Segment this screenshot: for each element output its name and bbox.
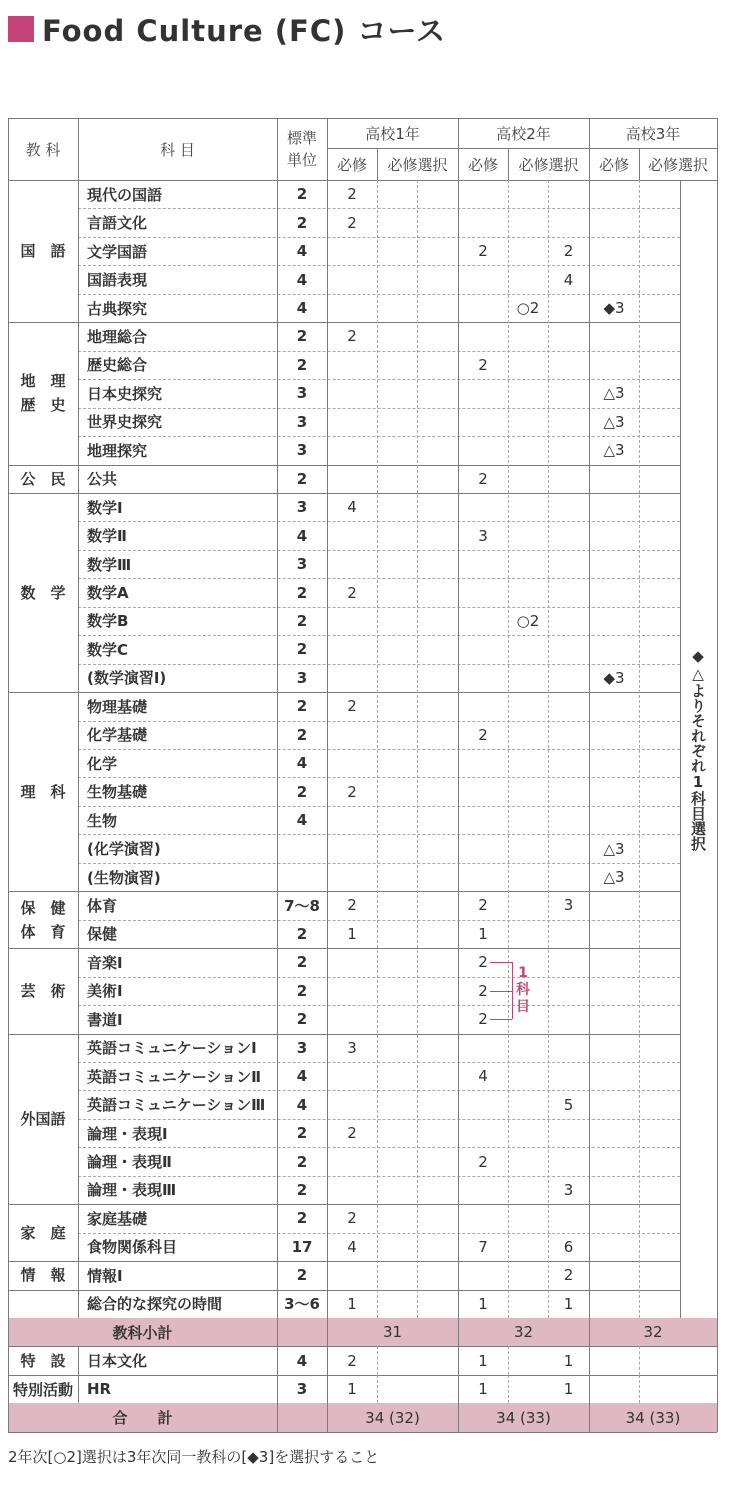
table-right-edge	[717, 118, 718, 1432]
credit-cell: 2	[478, 1010, 488, 1029]
subject-units: 2	[296, 1180, 308, 1199]
column-line	[589, 1403, 590, 1431]
column-line	[327, 1346, 328, 1374]
subject-name: (数学演習Ⅰ)	[87, 669, 167, 688]
column-line	[639, 148, 640, 180]
credit-cell: 1	[478, 924, 488, 943]
credit-cell: 2	[478, 355, 488, 374]
column-line	[639, 1346, 640, 1374]
header-units-line2: 単位	[286, 151, 317, 169]
total-value: 34 (33)	[625, 1408, 681, 1427]
subject-units: 2	[296, 1010, 308, 1029]
column-line	[277, 1318, 278, 1346]
column-line	[639, 180, 640, 1318]
subject-units: 4	[296, 811, 308, 830]
subject-units: 2	[296, 583, 308, 602]
column-line	[277, 1346, 278, 1374]
group-label: 保 健 体 育	[20, 898, 66, 941]
column-line	[589, 1318, 590, 1346]
header-hissyu-sentaku: 必修選択	[387, 155, 448, 174]
credit-cell: △3	[603, 412, 625, 431]
credit-cell: 1	[563, 1294, 574, 1313]
subject-units: 3	[296, 412, 308, 431]
group-label: 情 報	[20, 1266, 66, 1285]
subject-name: 論理・表現Ⅲ	[87, 1181, 177, 1200]
credit-cell: 4	[347, 1237, 357, 1256]
column-line	[458, 1403, 459, 1431]
subject-name: 英語コミュニケーションⅢ	[87, 1096, 266, 1115]
column-line	[78, 118, 79, 180]
special-name: 日本文化	[87, 1352, 148, 1371]
header-hissyu-sentaku: 必修選択	[518, 155, 579, 174]
credit-cell: 2	[347, 185, 357, 204]
subject-name: 数学A	[87, 584, 129, 603]
column-line	[508, 1346, 509, 1374]
column-line	[548, 180, 549, 1318]
subject-name: 物理基礎	[87, 697, 148, 716]
subject-name: 英語コミュニケーションⅠ	[87, 1039, 257, 1058]
column-line	[508, 1375, 509, 1403]
subject-units: 2	[296, 725, 308, 744]
header-year-3: 高校3年	[625, 124, 681, 143]
credit-cell: ◆3	[603, 299, 625, 318]
special-credit: 1	[563, 1380, 574, 1399]
column-line	[277, 118, 278, 180]
table-left-edge	[8, 118, 9, 1432]
credit-cell: 2	[478, 1152, 488, 1171]
credit-cell: △3	[603, 868, 625, 887]
art-bracket-tick	[490, 962, 512, 963]
credit-cell: 2	[347, 327, 357, 346]
credit-cell: 2	[478, 469, 488, 488]
credit-cell: 2	[347, 697, 357, 716]
subject-name: 数学Ⅰ	[87, 498, 123, 517]
column-line	[458, 118, 459, 180]
column-line	[589, 118, 590, 180]
special-credit: 1	[563, 1351, 574, 1370]
subject-units: 4	[296, 242, 308, 261]
subject-name: 論理・表現Ⅱ	[87, 1153, 172, 1172]
special-group: 特別活動	[12, 1380, 73, 1399]
subject-name: 世界史探究	[87, 413, 163, 432]
credit-cell: 2	[478, 725, 488, 744]
column-line	[377, 1346, 378, 1374]
credit-cell: 7	[478, 1237, 488, 1256]
group-label: 芸 術	[20, 981, 66, 1000]
column-line	[377, 1375, 378, 1403]
column-line	[417, 180, 418, 1318]
subject-name: 古典探究	[87, 299, 148, 318]
group-label: 数 学	[20, 583, 66, 602]
footnote: 2年次[○2]選択は3年次同一教科の[◆3]を選択すること	[8, 1448, 380, 1466]
subject-units	[277, 863, 327, 891]
subject-name: 数学C	[87, 640, 129, 659]
column-line	[458, 1318, 459, 1346]
art-bracket	[512, 962, 513, 1019]
subtotal-value: 31	[382, 1323, 403, 1342]
credit-cell: 3	[563, 1180, 574, 1199]
credit-cell: 1	[347, 924, 357, 943]
column-line	[458, 180, 459, 1318]
credit-cell: 2	[347, 1209, 357, 1228]
subject-units: 2	[296, 327, 308, 346]
subtotal-value: 32	[643, 1323, 663, 1342]
subject-name: 地理探究	[87, 441, 148, 460]
credit-cell: 2	[478, 953, 488, 972]
subject-units: 3	[296, 384, 308, 403]
column-line	[327, 1403, 328, 1431]
subject-name: 化学	[87, 754, 118, 773]
credit-cell: 2	[478, 981, 488, 1000]
title-text: Food Culture (FC) コース	[42, 13, 447, 48]
subtotal-value: 32	[513, 1323, 534, 1342]
subject-name: 公共	[87, 470, 118, 489]
subject-units: 2	[296, 953, 308, 972]
subject-units: 2	[296, 611, 308, 630]
column-line	[589, 1375, 590, 1403]
credit-cell: △3	[603, 384, 625, 403]
subject-name: 総合的な探究の時間	[87, 1295, 223, 1314]
subject-name: 言語文化	[87, 214, 148, 233]
total-label: 合 計	[112, 1409, 173, 1428]
header-hissyu: 必修	[336, 155, 367, 174]
subject-units: 4	[296, 270, 308, 289]
subject-units: 2	[296, 1266, 308, 1285]
subject-units: 3〜6	[284, 1295, 320, 1314]
subject-units: 2	[296, 1124, 308, 1143]
credit-cell: 3	[347, 1038, 357, 1057]
header-mid-rule	[327, 148, 717, 149]
column-line	[639, 1375, 640, 1403]
subject-units: 4	[296, 299, 308, 318]
column-line	[78, 1346, 79, 1374]
subject-name: 食物関係科目	[87, 1238, 178, 1257]
credit-cell: 2	[563, 1266, 574, 1285]
credit-cell: △3	[603, 441, 625, 460]
subject-name: 書道Ⅰ	[87, 1010, 123, 1029]
credit-cell: ○2	[516, 299, 540, 318]
header-hissyu-sentaku: 必修選択	[647, 155, 708, 174]
column-line	[277, 1403, 278, 1431]
group-label: 外国語	[20, 1109, 66, 1128]
credit-cell: 2	[347, 896, 357, 915]
credit-cell: ◆3	[603, 668, 625, 687]
column-line	[508, 180, 509, 1318]
subject-units: 2	[296, 1209, 308, 1228]
credit-cell: 2	[347, 782, 357, 801]
column-line	[508, 148, 509, 180]
subject-units: 3	[296, 1038, 308, 1057]
table-bottom-rule	[8, 1432, 717, 1433]
special-credit: 1	[478, 1380, 488, 1399]
subject-units: 2	[296, 185, 308, 204]
credit-cell: 4	[563, 270, 574, 289]
subject-name: 化学基礎	[87, 726, 148, 745]
subject-units: 3	[296, 555, 308, 574]
column-line	[327, 118, 328, 180]
credit-cell: 4	[478, 1067, 488, 1086]
subject-name: (生物演習)	[87, 868, 161, 887]
subject-units: 2	[296, 640, 308, 659]
subject-units: 2	[296, 782, 308, 801]
subject-name: 保健	[87, 925, 118, 944]
column-line	[458, 1346, 459, 1374]
special-units: 4	[296, 1351, 308, 1370]
header-hissyu: 必修	[467, 155, 498, 174]
subject-units: 2	[296, 1152, 308, 1171]
subject-units: 2	[296, 213, 308, 232]
column-line	[327, 180, 328, 1318]
subject-units: 2	[296, 469, 308, 488]
subject-name: 生物	[87, 811, 118, 830]
subject-units: 3	[296, 498, 308, 517]
subject-name: 情報Ⅰ	[87, 1266, 123, 1285]
subject-name: 英語コミュニケーションⅡ	[87, 1067, 261, 1086]
subject-units: 7〜8	[284, 896, 320, 915]
subject-units: 17	[291, 1237, 313, 1256]
credit-cell: ○2	[516, 611, 540, 630]
credit-cell: 1	[347, 1294, 357, 1313]
header-kamoku: 科 目	[160, 140, 195, 159]
subject-units: 4	[296, 1095, 308, 1114]
subject-units: 4	[296, 1067, 308, 1086]
special-credit: 1	[478, 1351, 488, 1370]
total-value: 34 (32)	[365, 1408, 420, 1427]
group-label: 家 庭	[20, 1223, 66, 1242]
subject-name: 美術Ⅰ	[87, 982, 123, 1001]
subject-name: 日本史探究	[87, 384, 163, 403]
column-line	[277, 180, 278, 1318]
credit-cell: 2	[347, 1124, 357, 1143]
column-line	[78, 180, 79, 1318]
subject-name: 生物基礎	[87, 783, 148, 802]
subtotal-label: 教科小計	[112, 1323, 173, 1342]
subject-units: 2	[296, 355, 308, 374]
group-label: 公 民	[20, 469, 66, 488]
total-value: 34 (33)	[496, 1408, 551, 1427]
subject-name: 地理総合	[87, 327, 148, 346]
group-label: 理 科	[20, 782, 66, 801]
column-line	[377, 148, 378, 180]
credit-cell: 2	[347, 583, 357, 602]
header-hissyu: 必修	[598, 155, 629, 174]
group-label: 地 理 歴 史	[20, 372, 66, 415]
subject-name: 論理・表現Ⅰ	[87, 1124, 168, 1143]
credit-cell: 6	[563, 1237, 574, 1256]
subject-units: 3	[296, 668, 308, 687]
credit-cell: 2	[563, 242, 574, 261]
special-credit: 2	[347, 1351, 357, 1370]
credit-cell: 5	[563, 1095, 574, 1114]
subject-name: 歴史総合	[87, 356, 148, 375]
group-label: 国 語	[20, 242, 66, 261]
special-credit: 1	[347, 1380, 357, 1399]
credit-cell: 2	[478, 242, 488, 261]
subject-name: 現代の国語	[87, 185, 163, 204]
art-bracket-tick	[490, 991, 512, 992]
subject-name: 数学Ⅲ	[87, 555, 132, 574]
header-kyouka: 教 科	[25, 140, 61, 159]
subject-units: 2	[296, 924, 308, 943]
subject-units: 2	[296, 697, 308, 716]
art-bracket-tick	[490, 1019, 512, 1020]
credit-cell: 2	[347, 213, 357, 232]
column-line	[377, 180, 378, 1318]
column-line	[277, 1375, 278, 1403]
credit-cell: 2	[478, 896, 488, 915]
column-line	[589, 1346, 590, 1374]
special-group: 特 設	[20, 1352, 66, 1371]
header-units-line1: 標準	[286, 129, 317, 147]
side-note: ◆△よりそれぞれ1科目選択	[689, 647, 707, 851]
subject-name: 数学B	[87, 612, 129, 631]
subject-name: 文学国語	[87, 242, 148, 261]
header-year-2: 高校2年	[496, 124, 551, 143]
subject-name: 数学Ⅱ	[87, 527, 127, 546]
credit-cell: 1	[478, 1294, 488, 1313]
column-line	[589, 180, 590, 1318]
subject-name: 音楽Ⅰ	[87, 953, 123, 972]
column-line	[327, 1318, 328, 1346]
subject-name: 国語表現	[87, 271, 148, 290]
header-units	[277, 118, 327, 180]
credit-cell: 4	[347, 498, 357, 517]
table-top-rule	[8, 118, 717, 119]
subject-name: 家庭基礎	[87, 1209, 148, 1228]
special-name: HR	[87, 1380, 112, 1399]
column-line	[327, 1375, 328, 1403]
column-line	[458, 1375, 459, 1403]
column-line	[78, 1375, 79, 1403]
subject-units: 3	[296, 441, 308, 460]
subject-units	[277, 834, 327, 862]
subject-units: 2	[296, 981, 308, 1000]
credit-cell: 3	[478, 526, 488, 545]
credit-cell: △3	[603, 839, 625, 858]
credit-cell: 3	[563, 896, 574, 915]
subject-name: 体育	[87, 896, 118, 915]
subject-units: 4	[296, 526, 308, 545]
subject-units: 4	[296, 754, 308, 773]
art-note: 1科目	[516, 965, 530, 1016]
subject-name: (化学演習)	[87, 840, 161, 859]
header-year-1: 高校1年	[365, 124, 420, 143]
special-units: 3	[296, 1380, 308, 1399]
